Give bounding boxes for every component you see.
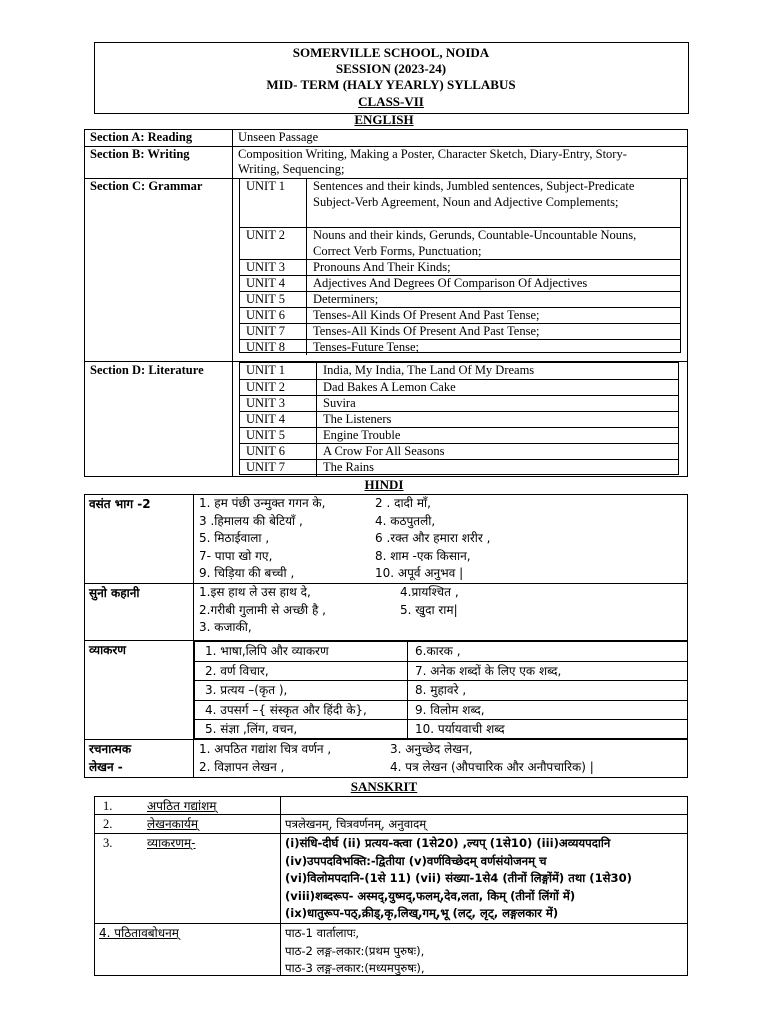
grammar-unit: UNIT 5 — [246, 292, 286, 306]
sanskrit-label: व्याकरणम्- — [147, 836, 196, 850]
vyakaran-divider — [407, 720, 408, 739]
grammar-topic: Tenses-Future Tense; — [313, 340, 419, 354]
sanskrit-num: 3. — [103, 836, 113, 850]
vyakaran-item: 8. मुहावरे , — [415, 683, 467, 698]
sanskrit-line: (iv)उपपदविभक्ति:-द्वितीया (v)वर्णविच्छेदम् वर्णसंयोजनम् च — [285, 853, 547, 868]
grammar-divider — [306, 324, 307, 340]
literature-row — [240, 363, 678, 379]
grammar-divider — [306, 340, 307, 355]
sanskrit-line: (vi)विलोमपदानि-(1से 11) (vii) संख्या-1से4 (तीनों लिङ्गोंमें) तथा (1से30) — [285, 871, 632, 885]
literature-topic: A Crow For All Seasons — [323, 444, 445, 458]
section-c-label: Section C: Grammar — [90, 179, 203, 193]
literature-unit: UNIT 7 — [246, 460, 286, 474]
rachnatmak-line1a: 1. अपठित गद्यांश चित्र वर्णन , — [199, 742, 332, 756]
vyakaran-divider — [407, 662, 408, 681]
literature-unit: UNIT 5 — [246, 428, 286, 442]
hindi-item: 2.गरीबी गुलामी से अच्छी है , — [199, 602, 326, 617]
literature-row — [240, 427, 678, 444]
literature-topic: Dad Bakes A Lemon Cake — [323, 380, 456, 394]
suno-label: सुनो कहानी — [89, 586, 140, 600]
grammar-divider — [306, 260, 307, 276]
vyakaran-row — [195, 719, 687, 739]
section-b-label: Section B: Writing — [90, 147, 190, 161]
sanskrit-divider — [280, 815, 281, 834]
sanskrit-num: 2. — [103, 817, 113, 831]
grammar-table — [239, 178, 681, 353]
hindi-item: 2 . दादी माँ, — [375, 496, 431, 510]
grammar-row — [240, 275, 680, 292]
grammar-divider — [306, 308, 307, 324]
section-d-label: Section D: Literature — [90, 363, 204, 377]
vyakaran-item: 10. पर्यायवाची शब्द — [415, 721, 505, 736]
literature-divider — [316, 363, 317, 379]
literature-row — [240, 395, 678, 412]
vyakaran-item: 2. वर्ण विचार, — [205, 664, 269, 679]
vasant-label: वसंत भाग -2 — [89, 497, 151, 511]
vyakaran-divider — [407, 681, 408, 700]
hindi-item: 1. हम पंछी उन्मुक्त गगन के, — [199, 496, 326, 510]
hindi-item: 6 .रक्त और हमारा शरीर , — [375, 531, 491, 545]
sanskrit-line: पत्रलेखनम्, चित्रवर्णनम्, अनुवादम् — [285, 817, 427, 831]
literature-divider — [316, 412, 317, 428]
grammar-row — [240, 291, 680, 308]
grammar-row — [240, 323, 680, 340]
class-label: CLASS-VII — [358, 94, 424, 109]
hindi-item: 4.प्रायश्चित , — [400, 585, 459, 599]
sanskrit-label: अपठित गद्यांशम् — [147, 799, 217, 813]
rachnatmak-line1b: 3. अनुच्छेद लेखन, — [390, 742, 473, 756]
literature-row — [240, 443, 678, 460]
sanskrit-line: पाठ-3 लङ्ग-लकार:(मध्यमपुरुषः), — [285, 961, 425, 975]
grammar-row — [240, 179, 680, 227]
sanskrit-line: पाठ-2 लङ्ग-लकार:(प्रथम पुरुषः), — [285, 943, 425, 958]
grammar-row — [240, 227, 680, 260]
literature-divider — [316, 396, 317, 412]
vyakaran-item: 9. विलोम शब्द, — [415, 702, 485, 717]
grammar-unit: UNIT 4 — [246, 276, 286, 290]
sanskrit-label: लेखनकार्यम् — [147, 817, 199, 831]
sanskrit-line: (ix)धातुरूप-पठ्,क्रीड्,कृ,लिख्,गम्,भू (लट्, लृट्, लङ्गलकार में) — [285, 906, 559, 920]
literature-table — [239, 362, 679, 475]
literature-unit: UNIT 4 — [246, 412, 286, 426]
hindi-item: 5. मिठाईवाला , — [199, 531, 270, 545]
grammar-unit: UNIT 1 — [246, 179, 286, 193]
grammar-unit: UNIT 3 — [246, 260, 286, 274]
hindi-item: 7- पापा खो गए, — [199, 548, 273, 563]
hindi-item: 4. कठपुतली, — [375, 513, 436, 528]
literature-unit: UNIT 3 — [246, 396, 286, 410]
literature-row — [240, 411, 678, 428]
vyakaran-item: 7. अनेक शब्दों के लिए एक शब्द, — [415, 664, 562, 679]
session: SESSION (2023-24) — [335, 61, 447, 76]
vyakaran-item: 1. भाषा,लिपि और व्याकरण — [205, 644, 329, 658]
sanskrit-row — [94, 924, 688, 976]
literature-unit: UNIT 6 — [246, 444, 286, 458]
vyakaran-item: 4. उपसर्ग –{ संस्कृत और हिंदी के}, — [205, 702, 367, 717]
syllabus-title: MID- TERM (HALY YEARLY) SYLLABUS — [266, 77, 516, 92]
hindi-item: 3 .हिमालय की बेटियाँ , — [199, 513, 303, 528]
rachnatmak-line2b: 4. पत्र लेखन (औपचारिक और अनौपचारिक) | — [390, 760, 594, 774]
literature-topic: Suvira — [323, 396, 356, 410]
sanskrit-divider — [280, 924, 281, 976]
grammar-topic: Tenses-All Kinds Of Present And Past Tense; — [313, 308, 540, 322]
school-name: SOMERVILLE SCHOOL, NOIDA — [292, 45, 490, 60]
literature-topic: The Listeners — [323, 412, 392, 426]
section-a-value: Unseen Passage — [238, 130, 319, 144]
sanskrit-line: (i)संधि-दीर्घ (ii) प्रत्यय-क्त्वा (1से20) ,ल्यप् (1से10) (iii)अव्ययपदानि — [285, 836, 611, 850]
sanskrit-row — [94, 815, 688, 834]
vyakaran-row — [195, 680, 687, 700]
literature-unit: UNIT 2 — [246, 380, 286, 394]
grammar-row — [240, 339, 680, 355]
sanskrit-divider — [280, 797, 281, 816]
grammar-unit: UNIT 7 — [246, 324, 286, 338]
sanskrit-title: SANSKRIT — [350, 779, 418, 794]
section-a-label: Section A: Reading — [90, 130, 193, 144]
english-title: ENGLISH — [354, 112, 414, 127]
literature-row — [240, 459, 678, 476]
literature-unit: UNIT 1 — [246, 363, 286, 377]
grammar-row — [240, 259, 680, 276]
vyakaran-row — [195, 661, 687, 681]
grammar-topic: Adjectives And Degrees Of Comparison Of Adjectives — [313, 276, 588, 290]
rachnatmak-label: रचनात्मक — [89, 742, 132, 756]
vyakaran-table — [194, 641, 688, 739]
sanskrit-label: 4. पठितावबोधनम् — [99, 926, 179, 940]
sanskrit-line: (viii)शब्दरूप- अस्मद्,युष्मद्,फलम्,देव,लता, किम् (तीनों लिंगों में) — [285, 888, 576, 903]
grammar-divider — [306, 179, 307, 227]
rachnatmak-line2a: 2. विज्ञापन लेखन , — [199, 760, 285, 774]
vyakaran-divider — [407, 701, 408, 720]
sanskrit-num: 1. — [103, 799, 113, 813]
literature-divider — [316, 460, 317, 476]
vyakaran-row — [195, 642, 687, 661]
vyakaran-label: व्याकरण — [89, 643, 126, 657]
literature-divider — [316, 380, 317, 396]
grammar-unit: UNIT 8 — [246, 340, 286, 354]
lekhan-label: लेखन - — [89, 760, 123, 774]
vyakaran-item: 3. प्रत्यय –(कृत ), — [205, 683, 288, 698]
hindi-item: 8. शाम -एक किसान, — [375, 548, 471, 563]
vyakaran-row — [195, 700, 687, 720]
sanskrit-row — [94, 834, 688, 924]
literature-row — [240, 379, 678, 396]
literature-topic: The Rains — [323, 460, 375, 474]
grammar-unit: UNIT 2 — [246, 228, 286, 242]
literature-divider — [316, 428, 317, 444]
hindi-item: 3. कजाकी, — [199, 620, 252, 634]
grammar-divider — [306, 292, 307, 308]
hindi-item: 10. अपूर्व अनुभव | — [375, 566, 464, 580]
vyakaran-item: 6.कारक , — [415, 644, 461, 658]
hindi-item: 9. चिड़िया की बच्ची , — [199, 566, 295, 580]
grammar-unit: UNIT 6 — [246, 308, 286, 322]
sanskrit-line: पाठ-1 वार्तालापः, — [285, 926, 360, 940]
grammar-topic: Tenses-All Kinds Of Present And Past Tense; — [313, 324, 540, 338]
grammar-row — [240, 307, 680, 324]
literature-divider — [316, 444, 317, 460]
vyakaran-divider — [407, 642, 408, 661]
section-b-value: Composition Writing, Making a Poster, Character Sketch, Diary-Entry, Story-Writing, Sequencing; — [238, 147, 627, 176]
hindi-item: 1.इस हाथ ले उस हाथ दे, — [199, 585, 311, 599]
sanskrit-divider — [280, 834, 281, 924]
sanskrit-table — [94, 796, 688, 976]
grammar-topic: Pronouns And Their Kinds; — [313, 260, 451, 274]
hindi-title: HINDI — [364, 477, 404, 492]
grammar-divider — [306, 276, 307, 292]
vyakaran-item: 5. संज्ञा ,लिंग, वचन, — [205, 721, 298, 736]
grammar-topic: Nouns and their kinds, Gerunds, Countable-Uncountable Nouns, Correct Verb Forms, Punctuation; — [313, 228, 637, 258]
grammar-topic: Sentences and their kinds, Jumbled sentences, Subject-Predicate Subject-Verb Agreement, Noun and Adjective Complements; — [313, 179, 635, 209]
grammar-topic: Determiners; — [313, 292, 379, 306]
sanskrit-row — [94, 796, 688, 815]
grammar-divider — [306, 228, 307, 260]
literature-topic: Engine Trouble — [323, 428, 401, 442]
hindi-item: 5. खुदा राम| — [400, 602, 458, 617]
literature-topic: India, My India, The Land Of My Dreams — [323, 363, 535, 377]
